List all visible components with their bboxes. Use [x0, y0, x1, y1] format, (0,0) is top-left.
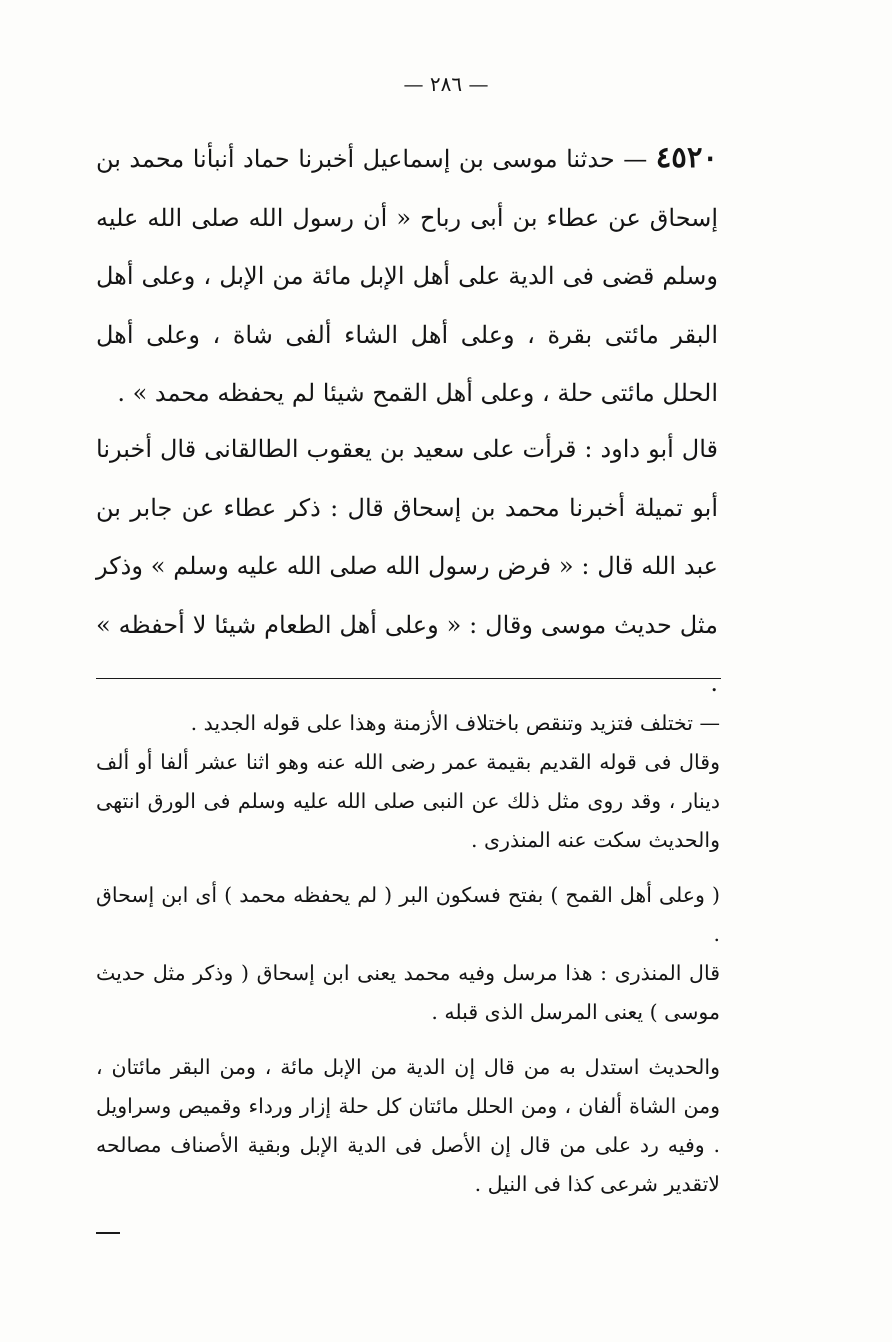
footnotes — [96, 704, 720, 1204]
footnote-paragraph: وقال فى قوله القديم بقيمة عمر رضى الله عنه وهو اثنا عشر ألفا أو ألف دينار ، وقد روى مثل ذلك عن النبى صلى الله عليه وسلم فى الورق انتهى والحديث سكت عنه المنذرى . — [96, 750, 720, 852]
hadith-4520 — [96, 128, 718, 423]
page-number: — ٢٨٦ — — [403, 72, 489, 96]
hadith-abu-dawud-note — [96, 420, 718, 713]
hadith-2-text: قال أبو داود : قرأت على سعيد بن يعقوب الطالقانى قال أخبرنا أبو تميلة أخبرنا محمد بن إسحاق قال : ذكر عطاء عن جابر بن عبد الله قال : « فرض رسول الله صلى الله عليه وسلم » وذكر مثل حديث موسى وقال : « وعلى أهل الطعام شيئا لا أحفظه » . — [96, 435, 718, 697]
footnote-paragraph: — تختلف فتزيد وتنقص باختلاف الأزمنة وهذا على قوله الجديد . — [190, 711, 720, 735]
footnote-paragraph: والحديث استدل به من قال إن الدية من الإبل مائة ، ومن البقر مائتان ، ومن الشاة ألفان ، ومن الحلل مائتان كل حلة إزار ورداء وقميص وسراويل . وفيه رد على من قال إن الأصل فى الدية الإبل وبقية الأصناف مصالحه لاتقدير شرعى كذا فى النيل . — [96, 1055, 720, 1196]
footnote-paragraph: ( وعلى أهل القمح ) بفتح فسكون البر ( لم يحفظه محمد ) أى ابن إسحاق . — [96, 883, 720, 946]
footnote-divider — [96, 678, 721, 679]
continuation-dash — [96, 1232, 120, 1234]
hadith-number: ٤٥٢٠ — [655, 140, 718, 174]
footnote-paragraph: قال المنذرى : هذا مرسل وفيه محمد يعنى ابن إسحاق ( وذكر مثل حديث موسى ) يعنى المرسل الذى قبله . — [96, 961, 720, 1024]
hadith-text: — حدثنا موسى بن إسماعيل أخبرنا حماد أنبأنا محمد بن إسحاق عن عطاء بن أبى رباح « أن رسول الله صلى الله عليه وسلم قضى فى الدية على أهل الإبل مائة من الإبل ، وعلى أهل البقر مائتى بقرة ، وعلى أهل الشاء ألفى شاة ، وعلى أهل الحلل مائتى حلة ، وعلى أهل القمح شيئا لم يحفظه محمد » . — [96, 145, 718, 407]
